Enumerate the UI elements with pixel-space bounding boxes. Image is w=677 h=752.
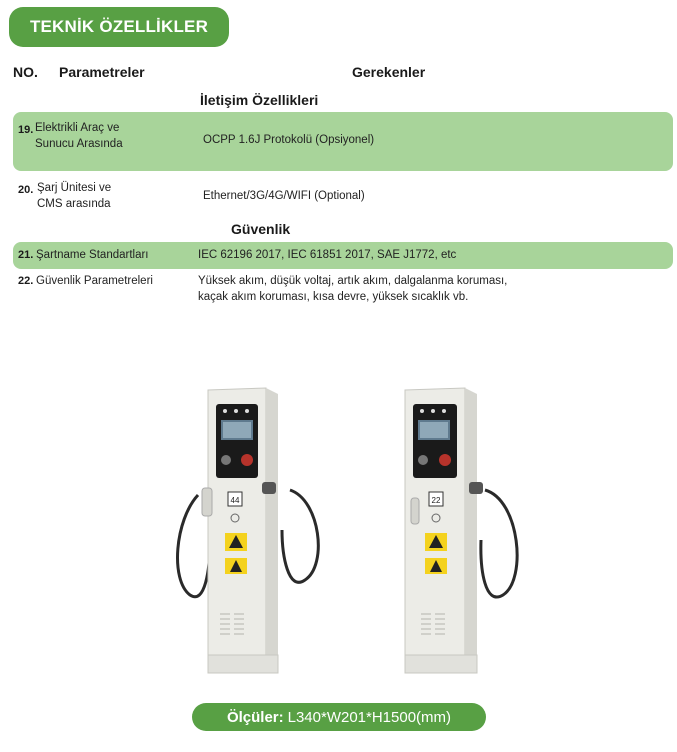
dimensions-badge	[192, 703, 486, 731]
row-parameter: Şarj Ünitesi ve CMS arasında	[37, 182, 112, 210]
row-number: 20.	[18, 184, 34, 196]
row-requirement: Yüksek akım, düşük voltaj, artık akım, dalgalanma koruması, kaçak akım koruması, kısa devre, yüksek sıcaklık vb.	[198, 275, 508, 303]
row-number: 22.	[18, 275, 34, 287]
row-parameter: Elektrikli Araç ve Sunucu Arasında	[35, 122, 123, 150]
section-heading-communication: İletişim Özellikleri	[200, 92, 319, 108]
section-heading-security: Güvenlik	[231, 221, 291, 237]
dimensions-value: L340*W201*H1500(mm)	[287, 708, 452, 726]
power-label: 22	[431, 496, 441, 505]
power-label: 44	[230, 496, 240, 505]
charger-22kw-image	[385, 380, 545, 680]
column-header-requirements: Gerekenler	[352, 64, 426, 80]
charger-44kw-image	[170, 380, 330, 680]
column-header-no: NO.	[13, 64, 38, 80]
row-number: 19.	[18, 124, 34, 136]
row-requirement: Ethernet/3G/4G/WIFI (Optional)	[203, 190, 365, 202]
row-requirement: OCPP 1.6J Protokolü (Opsiyonel)	[203, 134, 375, 146]
row-number: 21.	[18, 249, 34, 261]
page-title: TEKNİK ÖZELLİKLER	[9, 7, 229, 47]
column-header-parameters: Parametreler	[59, 64, 145, 80]
row-requirement: IEC 62196 2017, IEC 61851 2017, SAE J1772, etc	[198, 249, 457, 261]
row-parameter: Güvenlik Parametreleri	[36, 275, 153, 287]
row-parameter: Şartname Standartları	[36, 249, 149, 261]
dimensions-label: Ölçüler:	[226, 708, 284, 726]
